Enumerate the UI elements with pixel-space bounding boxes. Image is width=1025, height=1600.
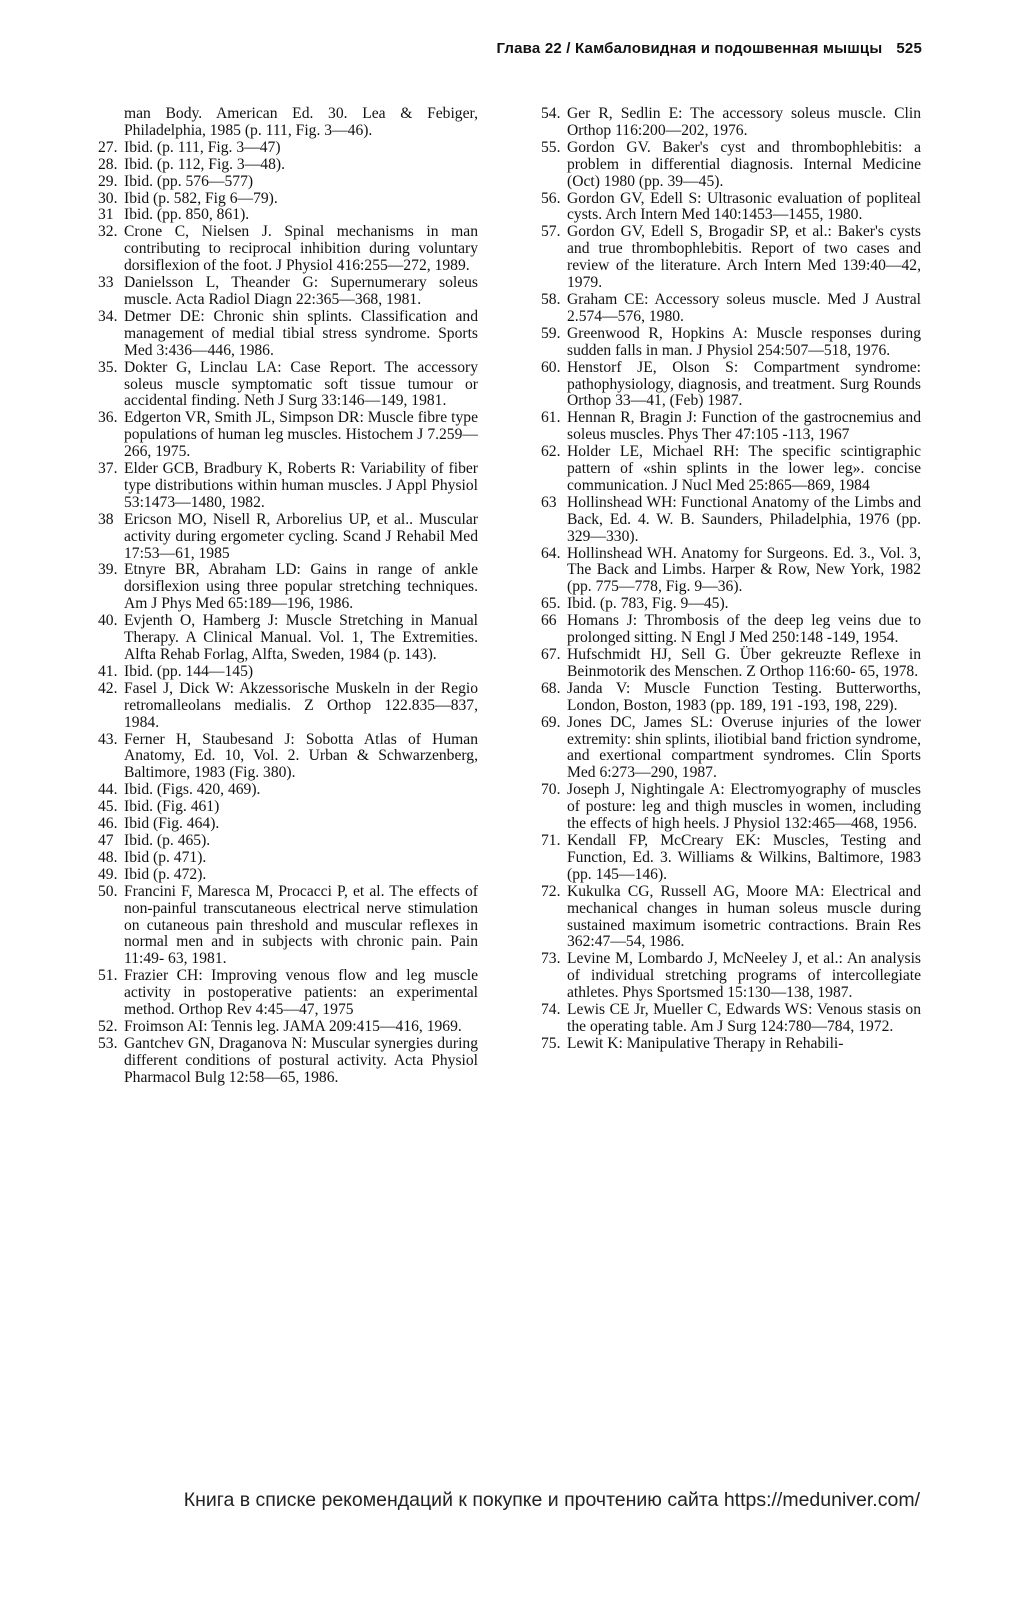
reference-item	[98, 816, 478, 833]
reference-number: 45.	[98, 798, 118, 816]
reference-number: 64.	[541, 544, 561, 562]
reference-number: 36.	[98, 409, 118, 427]
reference-text: Ericson MO, Nisell R, Arborelius UP, et al.. Muscular activity during ergometer cycling. Scand J Rehabil Med 17:53—61, 1985	[124, 510, 478, 562]
reference-item	[98, 106, 478, 140]
reference-number: 68.	[541, 679, 561, 697]
reference-text: Ibid. (pp. 144—145)	[124, 662, 254, 680]
reference-text: Etnyre BR, Abraham LD: Gains in range of ankle dorsiflexion using three popular stretching techniques. Am J Phys Med 65:189—196, 1986.	[124, 561, 478, 613]
reference-text: Levine M, Lombardo J, McNeeley J, et al.: An analysis of individual stretching programs of intercollegiate athletes. Phys Sportsmed 15:130—138, 1987.	[567, 950, 921, 1002]
reference-text: Crone C, Nielsen J. Spinal mechanisms in man contributing to reciprocal inhibition during voluntary dorsiflexion of the foot. J Physiol 416:255—272, 1989.	[124, 223, 478, 275]
reference-item	[98, 207, 478, 224]
reference-text: Hollinshead WH. Anatomy for Surgeons. Ed. 3., Vol. 3, The Back and Limbs. Harper & Row, New York, 1982 (pp. 775—778, Fig. 9—36).	[567, 544, 921, 596]
reference-item	[98, 157, 478, 174]
reference-text: Ibid (p. 471).	[124, 848, 207, 866]
reference-text: Dokter G, Linclau LA: Case Report. The accessory soleus muscle symptomatic soft tissue tumour or accidental finding. Neth J Surg 33:146—149, 1981.	[124, 358, 478, 410]
reference-number: 60.	[541, 358, 561, 376]
reference-number: 75.	[541, 1034, 561, 1052]
reference-number: 50.	[98, 882, 118, 900]
reference-number: 67.	[541, 646, 561, 663]
references-left-column	[98, 106, 478, 1087]
reference-item	[541, 444, 921, 495]
reference-text: Ferner H, Staubesand J: Sobotta Atlas of Human Anatomy, Ed. 10, Vol. 2. Urban & Schwarzenberg, Baltimore, 1983 (Fig. 380).	[124, 730, 478, 782]
reference-number: 61.	[541, 409, 561, 427]
reference-item	[98, 512, 478, 563]
reference-text: Danielsson L, Theander G: Supernumerary soleus muscle. Acta Radiol Diagn 22:365—368, 1981.	[124, 274, 478, 308]
reference-number: 48.	[98, 848, 118, 866]
reference-item	[541, 715, 921, 783]
reference-text: Lewit K: Manipulative Therapy in Rehabili-	[567, 1034, 844, 1052]
reference-item	[541, 782, 921, 833]
reference-item	[98, 732, 478, 783]
reference-item	[98, 681, 478, 732]
reference-text: Detmer DE: Chronic shin splints. Classification and management of medial tibial stress syndrome. Sports Med 3:436—446, 1986.	[124, 307, 478, 359]
reference-text: Joseph J, Nightingale A: Electromyography of muscles of posture: leg and thigh muscles in women, including the effects of high heels. J Physiol 132:465—468, 1956.	[567, 781, 921, 833]
reference-number: 58.	[541, 290, 561, 308]
reference-number: 73.	[541, 950, 561, 968]
reference-text: Kukulka CG, Russell AG, Moore MA: Electrical and mechanical changes in human soleus muscle during sustained maximum isometric contractions. Brain Res 362:47—54, 1986.	[567, 882, 921, 951]
reference-item	[98, 867, 478, 884]
reference-item	[98, 174, 478, 191]
reference-number: 72.	[541, 882, 561, 900]
reference-item	[541, 884, 921, 952]
reference-number: 42.	[98, 679, 118, 697]
reference-number: 30.	[98, 189, 118, 207]
reference-text: Ibid (p. 582, Fig 6—79).	[124, 189, 278, 207]
reference-text: Fasel J, Dick W: Akzessorische Muskeln in der Regio retromalleolans medialis. Z Orthop 122.835—837, 1984.	[124, 679, 478, 731]
reference-item	[98, 850, 478, 867]
reference-item	[98, 968, 478, 1019]
reference-number: 41.	[98, 662, 118, 680]
references-right-column	[541, 106, 921, 1053]
running-header	[110, 40, 922, 57]
reference-item	[541, 613, 921, 647]
reference-number: 46.	[98, 815, 118, 833]
reference-item	[98, 562, 478, 613]
reference-number: 51.	[98, 967, 118, 985]
reference-number: 63	[541, 493, 557, 511]
reference-text: Ibid. (pp. 576—577)	[124, 172, 254, 190]
reference-number: 62.	[541, 443, 561, 461]
reference-number: 34.	[98, 307, 118, 325]
reference-number: 43.	[98, 730, 118, 748]
chapter-title: Глава 22 / Камбаловидная и подошвенная мышцы	[496, 40, 883, 57]
reference-item	[541, 833, 921, 884]
reference-number: 55.	[541, 138, 561, 156]
reference-item	[541, 410, 921, 444]
reference-item	[541, 224, 921, 292]
reference-item	[98, 461, 478, 512]
reference-text: Ibid. (p. 465).	[124, 831, 211, 849]
reference-item	[98, 309, 478, 360]
reference-item	[98, 664, 478, 681]
reference-text: Graham CE: Accessory soleus muscle. Med J Austral 2.574—576, 1980.	[567, 290, 921, 325]
reference-item	[541, 1002, 921, 1036]
reference-item	[541, 1036, 921, 1053]
reference-text: Gordon GV, Edell S, Brogadir SP, et al.: Baker's cysts and true thrombophlebitis. Report of two cases and review of the literature. Arch Intern Med 139:40—42, 1979.	[567, 223, 921, 292]
reference-text: Hollinshead WH: Functional Anatomy of the Limbs and Back, Ed. 4. W. B. Saunders, Philadelphia, 1976 (pp. 329—330).	[567, 493, 921, 545]
reference-text: man Body. American Ed. 30. Lea & Febiger, Philadelphia, 1985 (p. 111, Fig. 3—46).	[124, 105, 478, 139]
reference-item	[98, 1019, 478, 1036]
reference-item	[541, 292, 921, 326]
page-number: 525	[896, 40, 922, 57]
reference-text: Hufschmidt HJ, Sell G. Über gekreuzte Reflexe in Beinmotorik des Menschen. Z Orthop 116:60- 65, 1978.	[567, 646, 921, 680]
reference-text: Francini F, Maresca M, Procacci P, et al. The effects of non-painful transcutaneous electrical nerve stimulation on cutaneous pain threshold and muscular reflexes in normal men and in subjects with chronic pain. Pain 11:49- 63, 1981.	[124, 882, 478, 968]
reference-item	[98, 224, 478, 275]
reference-text: Ibid. (Fig. 461)	[124, 798, 220, 816]
reference-item	[541, 360, 921, 411]
reference-text: Ibid. (p. 111, Fig. 3—47)	[124, 138, 281, 156]
reference-text: Holder LE, Michael RH: The specific scintigraphic pattern of «shin splints in the lower leg». concise communication. J Nucl Med 25:865—869, 1984	[567, 443, 921, 494]
reference-number: 69.	[541, 713, 561, 731]
reference-text: Edgerton VR, Smith JL, Simpson DR: Muscle fibre type populations of human leg muscles. Histochem J 7.259—266, 1975.	[124, 409, 478, 461]
reference-number: 70.	[541, 781, 561, 799]
reference-text: Frazier CH: Improving venous flow and leg muscle activity in postoperative patients: an experimental method. Orthop Rev 4:45—47, 1975	[124, 967, 478, 1019]
reference-number: 71.	[541, 831, 561, 849]
reference-number: 74.	[541, 1001, 561, 1019]
reference-text: Evjenth O, Hamberg J: Muscle Stretching in Manual Therapy. A Clinical Manual. Vol. 1, The Extremities. Alfta Rehab Forlag, Alfta, Sweden, 1984 (p. 143).	[124, 612, 478, 663]
reference-text: Ibid. (pp. 850, 861).	[124, 206, 250, 224]
reference-text: Kendall FP, McCreary EK: Muscles, Testing and Function, Ed. 3. Williams & Wilkins, Baltimore, 1983 (pp. 145—146).	[567, 831, 921, 883]
reference-text: Ger R, Sedlin E: The accessory soleus muscle. Clin Orthop 116:200—202, 1976.	[567, 105, 921, 139]
reference-number: 28.	[98, 155, 118, 173]
reference-item	[98, 613, 478, 664]
reference-number: 52.	[98, 1017, 118, 1035]
reference-number: 32.	[98, 223, 118, 241]
reference-number: 66	[541, 612, 557, 630]
reference-number: 39.	[98, 561, 118, 579]
reference-text: Froimson AI: Tennis leg. JAMA 209:415—416, 1969.	[124, 1017, 462, 1035]
reference-item	[98, 410, 478, 461]
reference-number: 49.	[98, 865, 118, 883]
reference-number: 59.	[541, 324, 561, 342]
reference-item	[98, 782, 478, 799]
reference-item	[98, 275, 478, 309]
reference-text: Ibid. (Figs. 420, 469).	[124, 781, 261, 799]
reference-item	[541, 681, 921, 715]
reference-number: 38	[98, 510, 114, 528]
reference-item	[98, 140, 478, 157]
reference-number: 29.	[98, 172, 118, 190]
reference-item	[98, 833, 478, 850]
reference-text: Gordon GV, Edell S: Ultrasonic evaluation of popliteal cysts. Arch Intern Med 140:1453—1455, 1980.	[567, 189, 921, 224]
reference-item	[541, 326, 921, 360]
reference-number: 47	[98, 831, 114, 849]
reference-item	[541, 191, 921, 225]
reference-text: Gantchev GN, Draganova N: Muscular synergies during different conditions of postural activity. Acta Physiol Pharmacol Bulg 12:58—65, 1986.	[124, 1034, 478, 1086]
reference-item	[98, 799, 478, 816]
reference-text: Ibid. (p. 783, Fig. 9—45).	[567, 595, 729, 613]
reference-item	[541, 140, 921, 191]
reference-item	[541, 647, 921, 681]
reference-text: Jones DC, James SL: Overuse injuries of the lower extremity: shin splints, iliotibial band friction syndrome, and exertional compartment syndromes. Clin Sports Med 6:273—290, 1987.	[567, 713, 921, 782]
reference-text: Ibid (Fig. 464).	[124, 815, 220, 833]
reference-item	[541, 495, 921, 546]
reference-item	[541, 546, 921, 597]
reference-number: 44.	[98, 781, 118, 799]
reference-number: 53.	[98, 1034, 118, 1052]
reference-text: Elder GCB, Bradbury K, Roberts R: Variability of fiber type distributions within human muscles. J Appl Physiol 53:1473—1480, 1982.	[124, 460, 478, 511]
reference-text: Janda V: Muscle Function Testing. Butterworths, London, Boston, 1983 (pp. 189, 191 -193, 198, 229).	[567, 679, 921, 714]
reference-item	[541, 596, 921, 613]
reference-number: 37.	[98, 460, 118, 478]
reference-number: 40.	[98, 612, 118, 630]
reference-text: Ibid. (p. 112, Fig. 3—48).	[124, 155, 285, 173]
reference-item	[98, 884, 478, 969]
reference-number: 33	[98, 274, 114, 292]
reference-text: Greenwood R, Hopkins A: Muscle responses during sudden falls in man. J Physiol 254:507—518, 1976.	[567, 324, 921, 359]
reference-text: Gordon GV. Baker's cyst and thrombophlebitis: a problem in differential diagnosis. Internal Medicine (Oct) 1980 (pp. 39—45).	[567, 138, 921, 190]
reference-number: 31	[98, 206, 114, 224]
reference-text: Homans J: Thrombosis of the deep leg veins due to prolonged sitting. N Engl J Med 250:148 -149, 1954.	[567, 612, 921, 647]
reference-number: 54.	[541, 105, 561, 122]
reference-text: Ibid (p. 472).	[124, 865, 207, 883]
reference-item	[98, 1036, 478, 1087]
reference-text: Hennan R, Bragin J: Function of the gastrocnemius and soleus muscles. Phys Ther 47:105 -113, 1967	[567, 409, 921, 444]
reference-item	[541, 106, 921, 140]
reference-text: Lewis CE Jr, Mueller C, Edwards WS: Venous stasis on the operating table. Am J Surg 124:780—784, 1972.	[567, 1001, 921, 1035]
reference-number: 57.	[541, 223, 561, 241]
reference-number: 35.	[98, 358, 118, 376]
footer-note: Книга в списке рекомендаций к покупке и прочтению сайта https://meduniver.com/	[183, 1489, 920, 1511]
reference-number: 27.	[98, 138, 118, 156]
reference-item	[98, 360, 478, 411]
reference-item	[98, 191, 478, 208]
reference-number: 56.	[541, 189, 561, 207]
reference-item	[541, 951, 921, 1002]
reference-number: 65.	[541, 595, 561, 613]
reference-text: Henstorf JE, Olson S: Compartment syndrome: pathophysiology, diagnosis, and treatment. Surg Rounds Orthop 33—41, (Feb) 1987.	[567, 358, 921, 410]
